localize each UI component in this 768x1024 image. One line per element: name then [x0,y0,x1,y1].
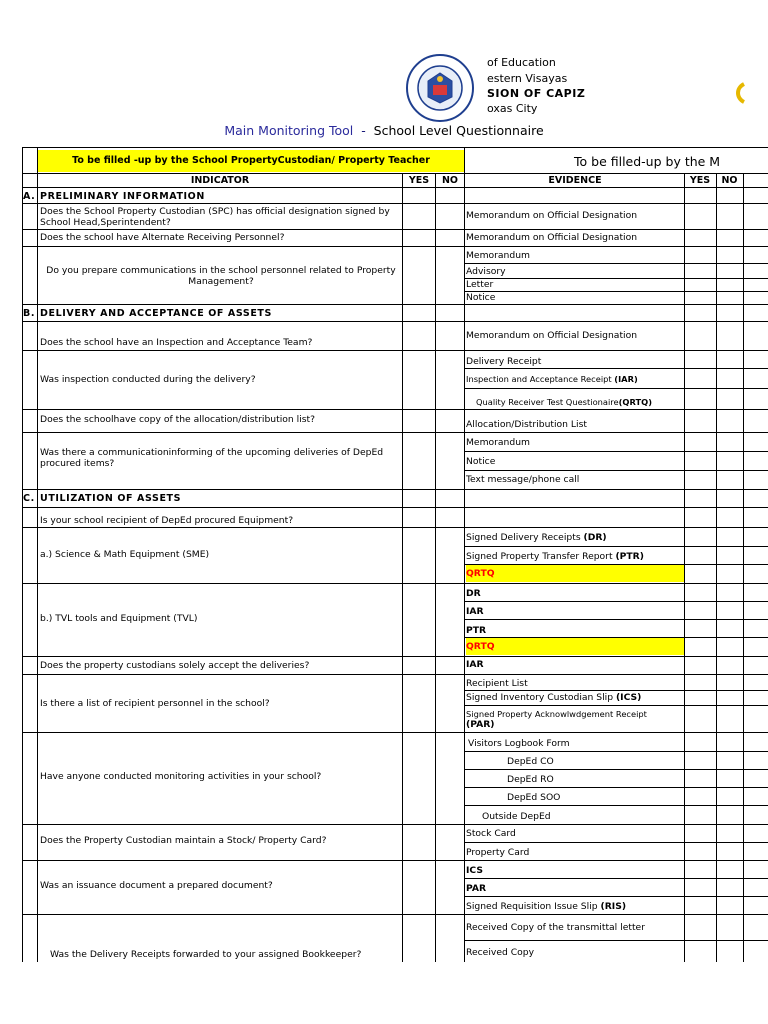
title-dash: - [353,123,374,138]
evidence-14: Text message/phone call [466,474,580,485]
evidence-25 [466,709,684,730]
evidence-13: Notice [466,456,496,467]
evidence-6: Notice [466,292,496,303]
evidence-29: DepEd SOO [507,792,561,803]
question-3: Do you prepare communications in the school personnel related to Property Management? [46,265,396,287]
evidence-18: DR [466,588,481,599]
col-evidence: EVIDENCE [548,175,602,186]
evidence-10-code: (QRTQ) [618,397,652,407]
question-6: Does the schoolhave copy of the allocation/distribution list? [40,414,315,425]
question-8: Is your school recipient of DepEd procured Equipment? [40,515,294,526]
evidence-37: Received Copy [466,947,535,958]
evidence-35-text: Signed Requisition Issue Slip [466,901,601,912]
evidence-9-code: (IAR) [614,374,638,384]
evidence-35 [466,901,684,912]
evidence-21: QRTQ [466,638,684,655]
evidence-25-code: (PAR) [466,719,495,730]
evidence-36: Received Copy of the transmittal letter [466,922,645,933]
col-yes: YES [408,175,430,186]
question-14: Does the Property Custodian maintain a Stock/ Property Card? [40,835,327,846]
col-no: NO [441,175,459,186]
evidence-25-text: Signed Property Acknowlwdgement Receipt [466,709,647,719]
letterhead-line-2: estern Visayas [487,72,568,85]
section-a-title: PRELIMINARY INFORMATION [40,191,205,202]
question-11: Does the property custodians solely accept the deliveries? [40,660,310,671]
evidence-11: Allocation/Distribution List [466,419,587,430]
evidence-15 [466,532,684,543]
evidence-20: PTR [466,625,487,636]
evidence-35-code: (RIS) [600,901,627,912]
evidence-5: Letter [466,279,494,290]
question-16: Was the Delivery Receipts forwarded to your assigned Bookkeeper? [50,949,362,960]
evidence-16 [466,551,684,562]
question-5: Was inspection conducted during the delivery? [40,374,256,385]
evidence-23: Recipient List [466,678,528,689]
evidence-9-text: Inspection and Acceptance Receipt [466,374,615,384]
evidence-3: Memorandum [466,250,530,261]
evidence-24 [466,692,684,703]
question-2: Does the school have Alternate Receiving Personnel? [40,232,285,243]
evidence-19: IAR [466,606,484,617]
question-4: Does the school have an Inspection and Acceptance Team? [40,337,313,348]
evidence-31: Stock Card [466,828,516,839]
evidence-10-text: Quality Receiver Test Questionaire [476,397,619,407]
evidence-30: Outside DepEd [482,811,551,822]
question-13: Have anyone conducted monitoring activities in your school? [40,771,322,782]
evidence-15-code: (DR) [583,532,607,543]
question-1: Does the School Property Custodian (SPC) has official designation signed by School Head,Sperintendent? [40,206,390,228]
question-10: b.) TVL tools and Equipment (TVL) [40,613,198,624]
left-banner: To be filled -up by the School PropertyCustodian/ Property Teacher [38,150,464,172]
evidence-8: Delivery Receipt [466,356,542,367]
evidence-22: IAR [466,659,484,670]
evidence-9 [466,374,684,385]
evidence-34: PAR [466,883,487,894]
section-b-letter: B. [23,308,36,319]
evidence-7: Memorandum on Official Designation [466,330,638,341]
question-15: Was an issuance document a prepared document? [40,880,273,891]
evidence-10 [476,397,694,408]
evidence-16-text: Signed Property Transfer Report [466,551,616,562]
title-sub: School Level Questionnaire [373,123,544,138]
col-indicator: INDICATOR [190,175,250,186]
section-c-letter: C. [23,493,35,504]
col-no-2: NO [721,175,738,186]
evidence-27: DepEd CO [507,756,554,767]
evidence-4: Advisory [466,266,506,277]
evidence-2: Memorandum on Official Designation [466,232,638,243]
evidence-24-code: (ICS) [615,692,642,703]
evidence-17: QRTQ [466,565,684,582]
title-tool: Main Monitoring Tool [224,123,354,138]
evidence-16-code: (PTR) [615,551,644,562]
letterhead-line-3: SION OF CAPIZ [487,87,586,100]
evidence-12: Memorandum [466,437,530,448]
section-b-title: DELIVERY AND ACCEPTANCE OF ASSETS [40,308,272,319]
letterhead-line-1: of Education [487,56,556,69]
evidence-24-text: Signed Inventory Custodian Slip [466,692,616,703]
evidence-26: Visitors Logbook Form [468,738,570,749]
question-7: Was there a communicationinforming of the upcoming deliveries of DepEd procured items? [40,447,384,469]
section-a-letter: A. [23,191,36,202]
evidence-15-text: Signed Delivery Receipts [466,532,584,543]
col-yes-2: YES [689,175,711,186]
evidence-32: Property Card [466,847,530,858]
evidence-28: DepEd RO [507,774,554,785]
evidence-33: ICS [466,865,483,876]
right-banner: To be filled-up by the M [574,154,721,169]
evidence-1: Memorandum on Official Designation [466,210,638,221]
question-9: a.) Science & Math Equipment (SME) [40,549,210,560]
letterhead-line-4: oxas City [487,102,538,115]
section-c-title: UTILIZATION OF ASSETS [40,493,182,504]
question-12: Is there a list of recipient personnel in the school? [40,698,270,709]
